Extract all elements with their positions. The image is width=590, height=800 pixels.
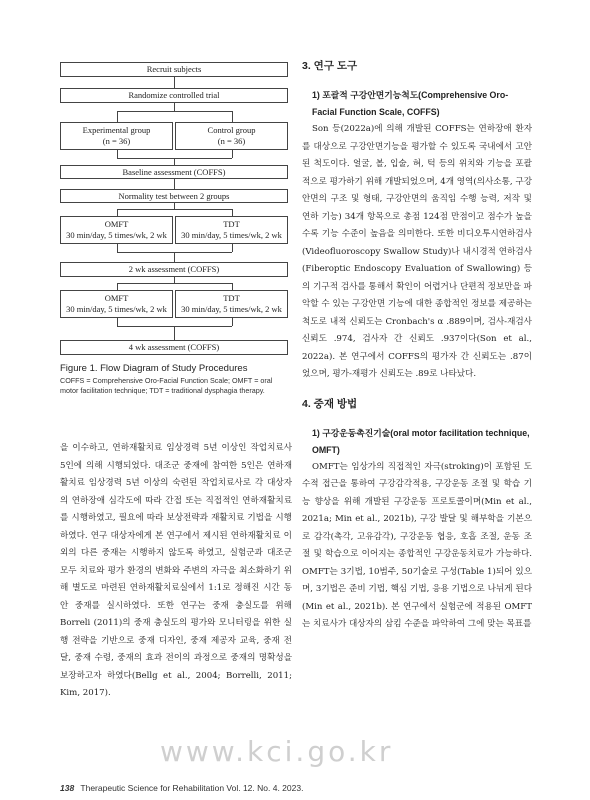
baseline-box [60, 165, 288, 179]
baseline-label: Baseline assessment (COFFS) [122, 166, 226, 177]
four-week-assessment-label: 4 wk assessment (COFFS) [128, 342, 220, 352]
control-group-label: Control group [207, 125, 256, 135]
tdt-box-2 [175, 290, 288, 318]
four-week-assessment-box [60, 340, 288, 355]
omft-title-1: OMFT [104, 219, 129, 229]
watermark: www.kci.go.kr [160, 735, 394, 768]
tdt-sub-1: 30 min/day, 5 times/wk, 2 wk [181, 230, 282, 240]
normality-box [60, 189, 288, 203]
subsection-coffs-heading: 1) 포괄적 구강안면기능척도(Comprehensive Oro-Facial Function Scale, COFFS) [312, 90, 509, 117]
omft-box-2 [60, 290, 173, 318]
experimental-group-box [60, 122, 173, 150]
omft-title-2: OMFT [104, 293, 129, 303]
randomize-label: Randomize controlled trial [128, 90, 220, 100]
omft-box-1 [60, 216, 173, 244]
two-week-assessment-label: 2 wk assessment (COFFS) [128, 264, 220, 274]
two-week-assessment-box [60, 262, 288, 277]
omft-sub-1: 30 min/day, 5 times/wk, 2 wk [66, 230, 167, 240]
journal-citation: Therapeutic Science for Rehabilitation Vol. 12. No. 4. 2023. [80, 783, 304, 793]
experimental-group-n: (n = 36) [102, 136, 131, 146]
left-paragraph: 을 이수하고, 연하재활치료 임상경력 5년 이상인 작업치료사 5인에 의해 시행되었다. 대조군 중재에 참여한 5인은 연하재활치료 임상경력 5년 이상의 숙련된 작업치료사로 각 대상자의 연하장애 심각도에 따라 간접 또는 직접적인 연하재활치료를 시행하였고, 필요에 따라 보상전략과 재활치료 기법을 시행하였다. 연구 대상자에게 본 연구에서 제시된 연하재활치료 이외의 다른 중재는 시행하지 않도록 하였고, 실험군과 대조군 모두 치료와 평가 환경의 변화와 주변의 자극을 최소화하기 위해 별도로 마련된 연하재활치료실에서 1:1로 정해진 시간 동안 중재를 실시하였다. 또한 연구는 중재 충실도를 위해 Borreli (2011)의 중재 충실도의 평가와 모니터링을 위한 실행 전략을 기반으로 중재 디자인, 중재 제공자 교육, 중재 전달, 중재 수령, 중재의 효과 전이의 과정으로 중재의 명확성을 보장하고자 하였다(Bellg et al., 2004; Borrelli, 2011; Kim, 2017). [60, 443, 292, 698]
control-group-box [175, 122, 288, 150]
section-4-heading: 4. 중재 방법 [302, 397, 358, 410]
experimental-group-label: Experimental group [82, 125, 151, 135]
coffs-paragraph: Son 등(2022a)에 의해 개발된 COFFS는 연하장애 환자를 대상으로 구강안면기능을 평가할 수 있도록 국내에서 고안된 척도이다. 얼굴, 볼, 입술, 혀, 턱 등의 위치와 기능을 포괄적으로 평가하기 위해 개발되었으며, 4개 영역(의사소통, 구강안면의 구조 및 형태, 구강안면의 움직임 수행 능력, 저작 및 연하 기능) 34개 항목으로 총점 124점 만점이고 점수가 높을수록 기능 수준이 높음을 의미한다. 또한 비디오투시연하검사(Videofluoroscopy Swallow Study)나 내시경적 연하검사(Fiberoptic Endoscopy Evaluation of Swallowing) 등의 기구적 검사를 통해서 확인이 어렵거나 단편적 정보만을 파악할 수 있는 구강안면 기능에 대한 종합적인 정보를 제공하는 척도로 내적 신뢰도는 Cronbach's α .889이며, 검사-재검사 신뢰도 .974, 검사자 간 신뢰도 .937이다(Son et al., 2022a). 본 연구에서 COFFS의 평가자 간 신뢰도는 .87이었으며, 평가-재평가 신뢰도는 .89로 나타났다. [302, 124, 532, 379]
right-column [302, 58, 532, 634]
section-3-heading: 3. 연구 도구 [302, 60, 358, 72]
page-number: 138 [60, 783, 75, 793]
control-group-n: (n = 36) [217, 136, 246, 146]
left-column [60, 440, 292, 703]
tdt-title-1: TDT [223, 219, 240, 229]
omft-paragraph: OMFT는 임상가의 직접적인 자극(stroking)이 포함된 도수적 접근을 통하여 구강감각적용, 구강운동 조절 및 학습 기능 향상을 위해 개발된 구강운동 프로토콜이며(Min et al., 2021a; Min et al., 2021b), 구강 발달 및 해부학을 기본으로 감각(촉각, 고유감각), 구강운동 협응, 호흡 조절, 운동 조절 및 학습으로 이어지는 종합적인 구강운동치료가 가능하다. OMFT는 3기법, 10범주, 50기술로 구성(Table 1)되어 있으며, 3기법은 준비 기법, 핵심 기법, 응용 기법으로 나뉘게 된다(Min et al., 2021b). 본 연구에서 실험군에 적용된 OMFT는 치료사가 대상자의 삼킴 수준을 파악하여 그에 맞는 목표를 [302, 461, 532, 629]
recruit-label: Recruit subjects [146, 64, 202, 74]
tdt-sub-2: 30 min/day, 5 times/wk, 2 wk [181, 304, 282, 314]
page-footer [60, 783, 303, 793]
tdt-title-2: TDT [223, 293, 240, 303]
figure-note: COFFS = Comprehensive Oro-Facial Function Scale; OMFT = oral motor facilitation technique; TDT = traditional dysphagia therapy. [60, 376, 273, 395]
normality-label: Normality test between 2 groups [118, 190, 230, 201]
figure-title: Figure 1. Flow Diagram of Study Procedures [60, 363, 248, 374]
randomize-box [60, 88, 288, 103]
omft-sub-2: 30 min/day, 5 times/wk, 2 wk [66, 304, 167, 314]
tdt-box-1 [175, 216, 288, 244]
subsection-omft-heading: 1) 구강운동촉진기술(oral motor facilitation technique, OMFT) [312, 427, 530, 455]
recruit-box [60, 62, 288, 77]
